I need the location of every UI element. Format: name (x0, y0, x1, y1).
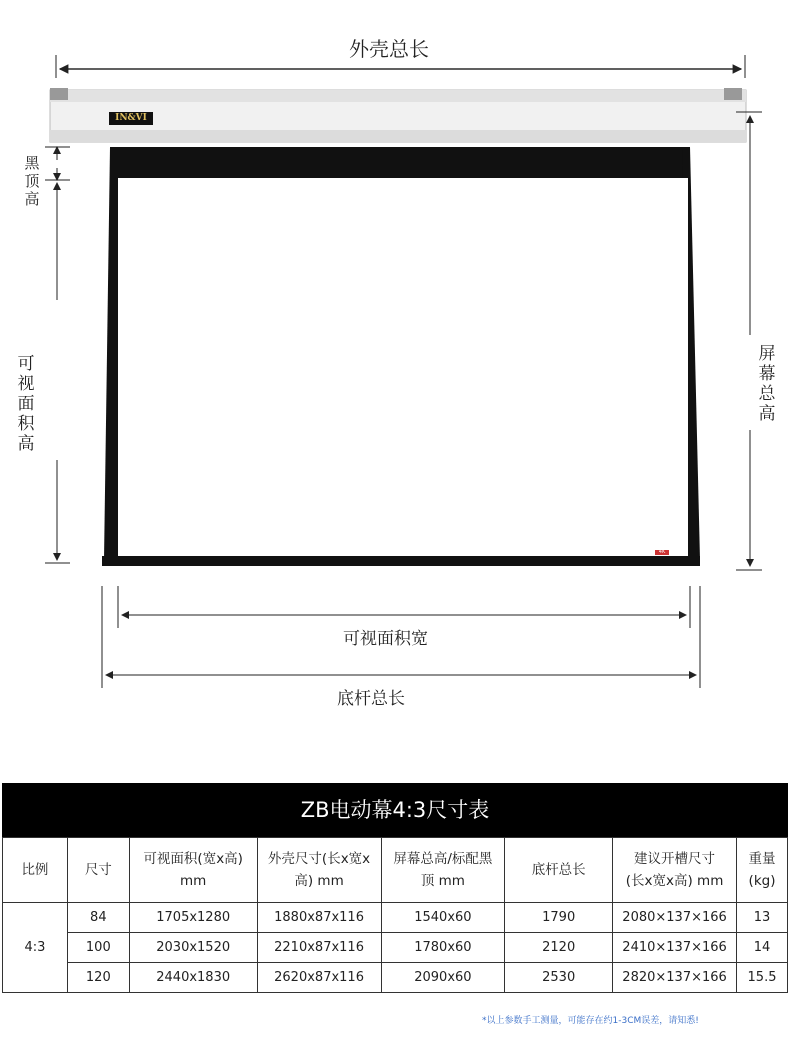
table-title: ZB电动幕4:3尺寸表 (2, 783, 788, 837)
bar-length-label: 底杆总长 (337, 689, 405, 709)
visible-width-dimension (118, 586, 690, 628)
screen-total-height-label: 屏 幕 总 高 (758, 344, 776, 424)
table-cell: 1780x60 (381, 933, 505, 963)
projection-screen (102, 147, 700, 566)
table-cell: 1880x87x116 (257, 903, 381, 933)
table-cell: 2440x1830 (129, 963, 257, 993)
table-cell: 2620x87x116 (257, 963, 381, 993)
header-size: 尺寸 (67, 838, 129, 903)
black-top-label: 黑 顶 高 (24, 154, 40, 208)
header-ratio: 比例 (3, 838, 68, 903)
header-weight: 重量 (kg) (737, 838, 788, 903)
4k-badge-text: 4K (658, 549, 666, 555)
brand-logo-text: IN&VI (115, 113, 147, 123)
table-cell: 2080×137×166 (613, 903, 737, 933)
screen-housing (50, 88, 746, 142)
table-cell: 120 (67, 963, 129, 993)
visible-height-dimension (45, 183, 70, 563)
table-cell: 84 (67, 903, 129, 933)
header-visible-area: 可视面积(宽x高) mm (129, 838, 257, 903)
measurement-note: *以上参数手工测量，可能存在约1-3CM误差，请知悉! (482, 1016, 699, 1026)
table-row (3, 963, 788, 993)
header-housing-size: 外壳尺寸(长x宽x 高) mm (257, 838, 381, 903)
table-header-row (3, 838, 788, 903)
black-top-dimension (45, 147, 70, 180)
table-cell: 100 (67, 933, 129, 963)
size-spec-table (2, 837, 788, 993)
table-cell: 2530 (505, 963, 613, 993)
header-bar-length: 底杆总长 (505, 838, 613, 903)
table-cell: 15.5 (737, 963, 788, 993)
table-row (3, 933, 788, 963)
table-cell: 1540x60 (381, 903, 505, 933)
table-cell: 1790 (505, 903, 613, 933)
screen-total-height-dimension (736, 112, 762, 570)
table-cell: 2120 (505, 933, 613, 963)
overall-length-label: 外壳总长 (349, 37, 429, 61)
table-cell: 1705x1280 (129, 903, 257, 933)
table-cell: 14 (737, 933, 788, 963)
table-cell: 2410×137×166 (613, 933, 737, 963)
header-slot-size: 建议开槽尺寸 (长x宽x高) mm (613, 838, 737, 903)
table-cell: 13 (737, 903, 788, 933)
table-cell: 2210x87x116 (257, 933, 381, 963)
table-cell: 2820×137×166 (613, 963, 737, 993)
visible-height-label: 可 视 面 积 高 (17, 354, 35, 454)
ratio-cell: 4:3 (3, 903, 68, 993)
visible-width-label: 可视面积宽 (343, 629, 428, 649)
bottom-bar (102, 556, 700, 566)
table-row (3, 903, 788, 933)
table-cell: 2030x1520 (129, 933, 257, 963)
header-screen-height: 屏幕总高/标配黑 顶 mm (381, 838, 505, 903)
table-cell: 2090x60 (381, 963, 505, 993)
